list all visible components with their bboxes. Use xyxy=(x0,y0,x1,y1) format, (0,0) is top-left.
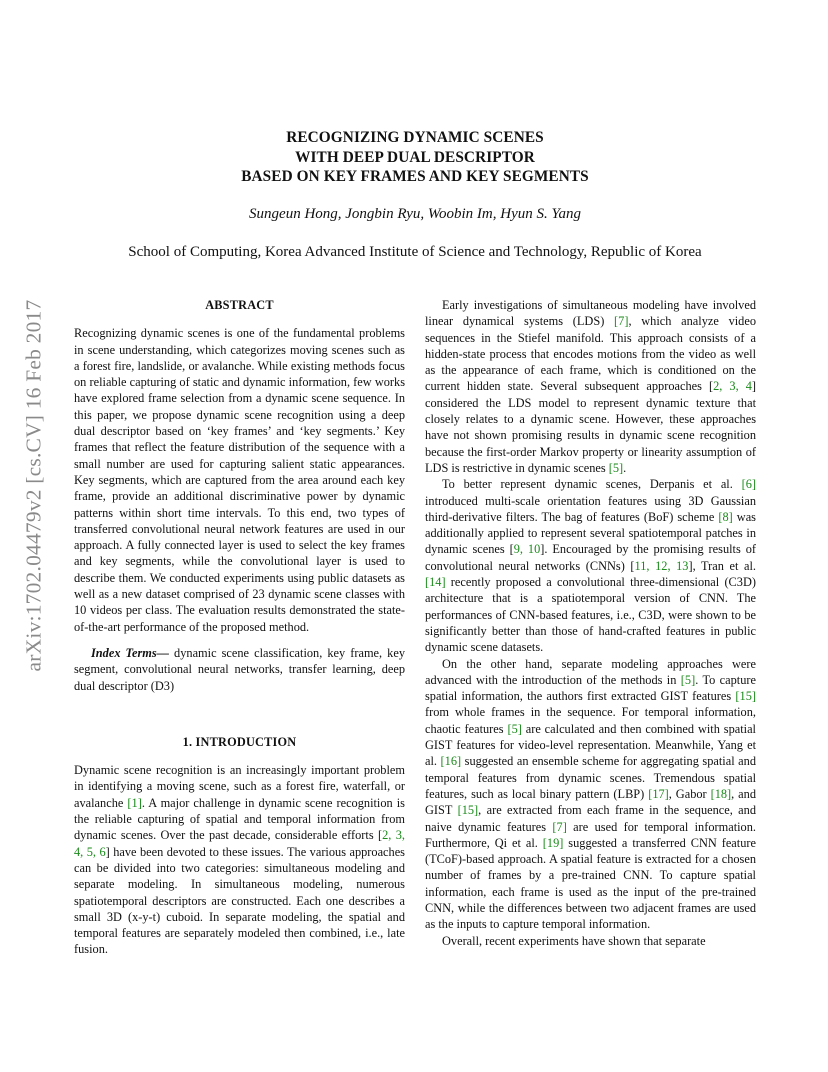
citation-link[interactable]: [5] xyxy=(608,460,624,475)
body-paragraph xyxy=(425,297,756,476)
text-run: , are extracted from each frame in the sequence, and naive dynamic features xyxy=(425,803,756,834)
text-run: , Gabor xyxy=(668,786,711,801)
index-terms-label: Index Terms— xyxy=(91,645,169,660)
text-run: ] considered the LDS model to represent dynamic texture that closely relates to a dynamic scene. However, these approaches have not shown promising results in dynamic scene recognition because the first-order Markov property or linearity assumption of LDS is restrictive in dynamic scenes xyxy=(425,379,756,475)
index-terms-text: dynamic scene classification, key frame, key segment, convolutional neural networks, transfer learning, deep dual descriptor (D3) xyxy=(74,645,406,693)
citation-link[interactable]: [15] xyxy=(457,803,479,818)
citation-link[interactable]: [19] xyxy=(542,835,564,850)
citation-link[interactable]: [7] xyxy=(614,314,629,329)
citation-link[interactable]: [14] xyxy=(425,575,446,590)
abstract-text: Recognizing dynamic scenes is one of the fundamental problems in scene understanding, which categorizes moving scenes such as a forest fire, landslide, or avalanche. While existing methods focus on reliable capturing of static and dynamic information, few works have explored frame selection from a dynamic scene sequence. In this paper, we propose dynamic scene recognition using a deep dual descriptor based on ‘key frames’ and ‘key segments.’ Key frames that reflect the feature distribution of the sequence with a small number are used for capturing salient static appearances. Key segments, which are captured from the area around each key frame, provide an additional discriminative power by dynamic patterns within short time intervals. To this end, two types of transferred convolutional neural network features are used in our approach. A fully connected layer is used to select the key frames and key segments, while the convolutional layer is used to describe them. We conducted experiments using public datasets as well as a new dataset comprised of 23 dynamic scene classes with 10 videos per class. The evaluation results demonstrated the state-of-the-art performance of the proposed method. xyxy=(74,326,405,634)
text-run: suggested a transferred CNN feature (TCoF)-based approach. A spatial feature is extracted for a chosen number of frames by a pre-trained CNN. To capture spatial information, each frame is used as the input of the pre-trained CNN, while the differences between two adjacent frames are used as the inputs to capture temporal information. xyxy=(425,835,756,932)
citation-link[interactable]: [17] xyxy=(648,786,669,801)
title-line: WITH DEEP DUAL DESCRIPTOR xyxy=(295,148,535,166)
text-run: Dynamic scene recognition is an increasingly important problem in identifying a moving scene, such as a forest fire, waterfall, or avalanche xyxy=(74,763,405,810)
citation-link[interactable]: [5] xyxy=(507,721,522,736)
text-run: , which analyze video sequences in the Stiefel manifold. This approach consists of a hidden-state process that encodes motions from the video as well as the appearance of each frame, which is conditioned on the current hidden state. Several subsequent approaches [ xyxy=(425,314,756,394)
text-run: . A major challenge in dynamic scene recognition is the reliable capturing of spatial and temporal information from dynamic scenes. Over the past decade, considerable efforts [ xyxy=(74,795,405,843)
citation-link[interactable]: [15] xyxy=(735,689,756,704)
body-paragraph xyxy=(425,656,756,933)
intro-paragraph xyxy=(74,762,405,958)
text-run: , and GIST xyxy=(425,786,757,818)
citation-link[interactable]: [18] xyxy=(710,786,732,801)
text-run: suggested an ensemble scheme for aggregating spatial and temporal features from dynamic scenes. Tremendous spatial features, such as local binary pattern (LBP) xyxy=(425,754,756,801)
text-run: from whole frames in the sequence. For temporal information, chaotic features xyxy=(425,705,756,736)
citation-link[interactable]: [6] xyxy=(741,477,756,492)
arxiv-stamp xyxy=(22,290,46,680)
title-line: BASED ON KEY FRAMES AND KEY SEGMENTS xyxy=(241,168,589,185)
citation-link[interactable]: [8] xyxy=(718,509,733,524)
text-run: To better represent dynamic scenes, Derpanis et al. xyxy=(442,477,742,492)
arxiv-stamp-text: arXiv:1702.04479v2 [cs.CV] 16 Feb 2017 xyxy=(21,299,46,671)
text-run: . To capture spatial information, the authors first extracted GIST features xyxy=(425,672,756,704)
citation-link[interactable]: [1] xyxy=(127,795,142,810)
citation-link[interactable]: [16] xyxy=(440,754,462,769)
citation-link[interactable]: 2, 3, 4 xyxy=(713,379,752,394)
body-paragraph: Overall, recent experiments have shown that separate xyxy=(442,933,706,948)
abstract-heading: ABSTRACT xyxy=(205,298,274,312)
text-run: . xyxy=(623,460,627,475)
text-run: ], Tran et al. xyxy=(688,558,757,573)
citation-link[interactable]: 2, 3, 4, 5, 6 xyxy=(74,828,405,859)
text-run: introduced multi-scale orientation features using 3D Gaussian third-derivative filters. The bag of features (BoF) scheme xyxy=(425,493,756,524)
text-run: are calculated and then combined with spatial GIST features for video-level representation. Meanwhile, Yang et al. xyxy=(425,721,756,769)
text-run: ]. Encouraged by the promising results of convolutional neural networks (CNNs) [ xyxy=(425,542,756,573)
text-run: On the other hand, separate modeling approaches were advanced with the introduction of the methods in xyxy=(425,656,756,687)
citation-link[interactable]: [5] xyxy=(680,672,696,687)
citation-link[interactable]: 11, 12, 13 xyxy=(634,558,689,573)
left-column xyxy=(74,297,405,958)
text-run: was additionally applied to represent several spatiotemporal patches in dynamic scenes [ xyxy=(425,509,756,557)
body-paragraph xyxy=(425,476,756,655)
authors: Sungeun Hong, Jongbin Ryu, Woobin Im, Hyun S. Yang xyxy=(249,206,581,222)
title-line: RECOGNIZING DYNAMIC SCENES xyxy=(286,129,544,146)
text-run: ] have been devoted to these issues. The various approaches can be divided into two categories: simultaneous modeling and separate modeling. In simultaneous modeling, numerous spatiotemporal descriptors are constructed. Each one describes a small 3D (x-y-t) cuboid. In separate modeling, the spatial and temporal features are separately modeled then combined, i.e., late fusion. xyxy=(74,844,405,957)
text-run: are used for temporal information. Furthermore, Qi et al. xyxy=(425,819,756,850)
text-run: recently proposed a convolutional three-dimensional (C3D) architecture that is a spatiotemporal version of CNN. The performances of CNN-based features, i.e., C3D, were shown to be significantly better than those of hand-crafted features in public dynamic scene datasets. xyxy=(425,575,756,655)
paper-title xyxy=(74,128,756,187)
index-terms xyxy=(74,645,405,694)
intro-heading: 1. INTRODUCTION xyxy=(182,734,297,749)
citation-link[interactable]: 9, 10 xyxy=(513,542,541,557)
text-run: Early investigations of simultaneous modeling have involved linear dynamical systems (LDS) xyxy=(425,298,756,329)
right-column xyxy=(425,297,756,949)
affiliation: School of Computing, Korea Advanced Institute of Science and Technology, Republic of Korea xyxy=(128,244,702,260)
citation-link[interactable]: [7] xyxy=(552,819,567,834)
